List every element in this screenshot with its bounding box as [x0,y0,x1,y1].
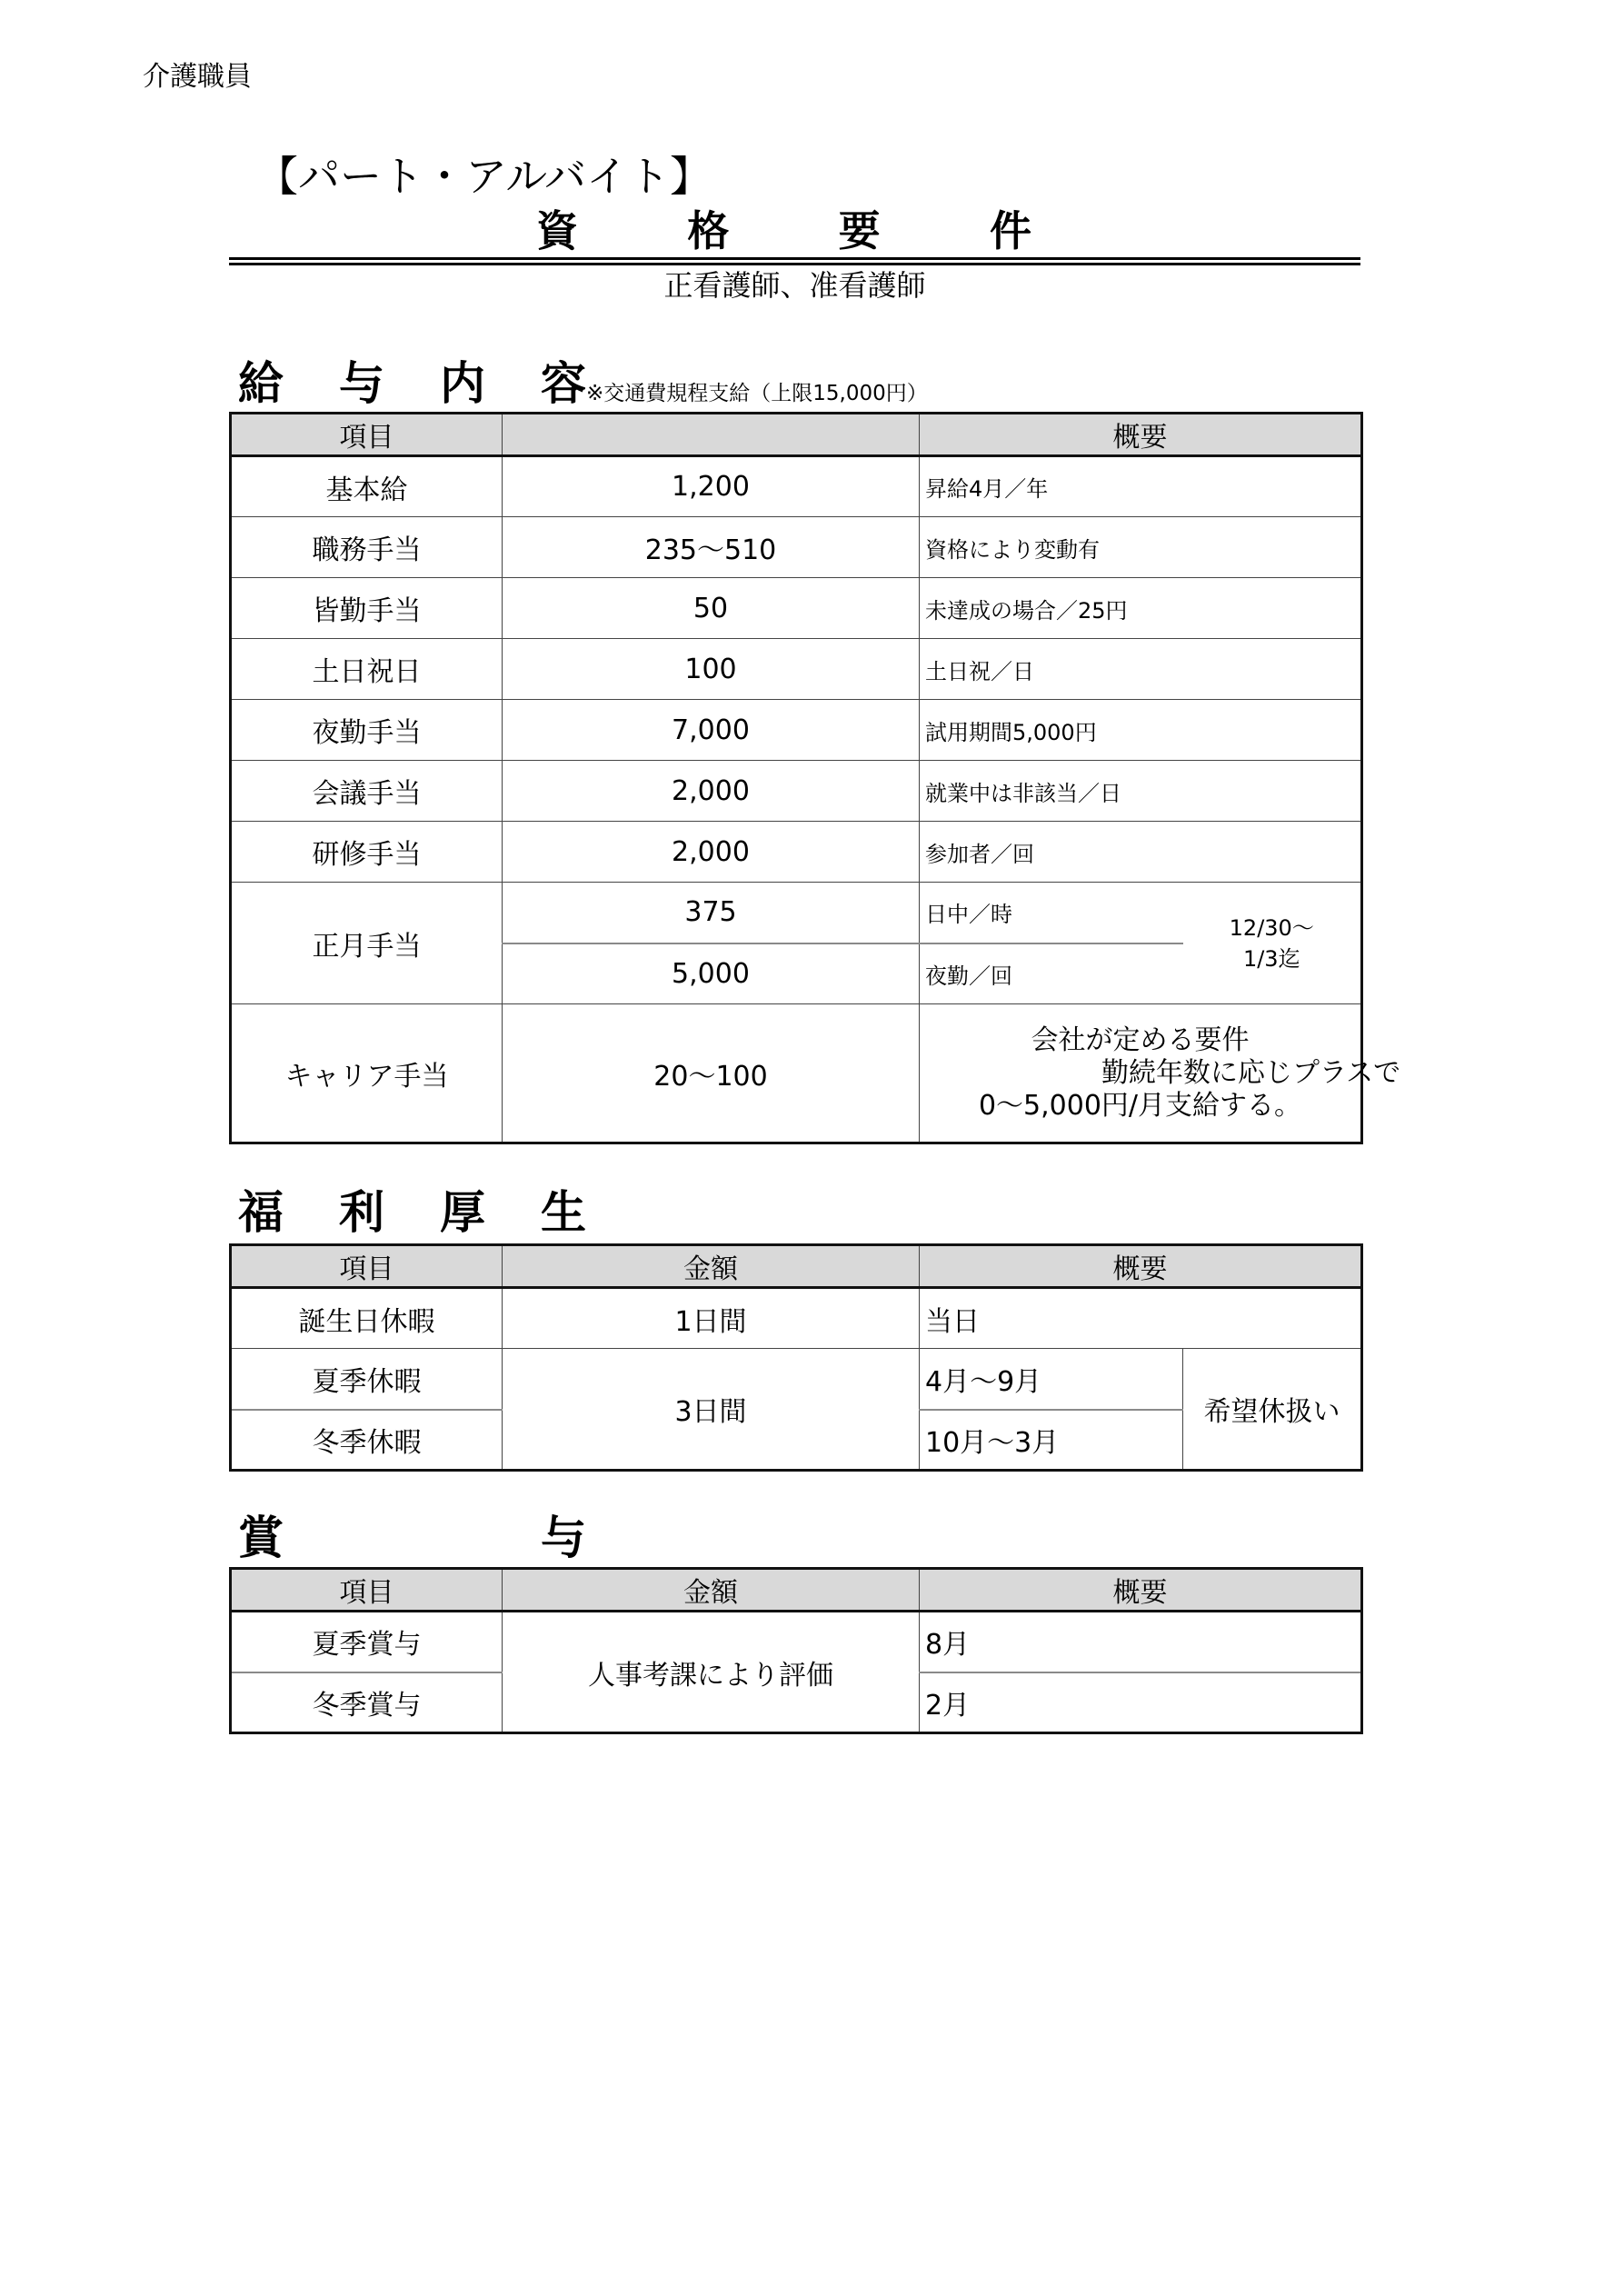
summary-cell: 10月〜3月 [920,1410,1183,1471]
welfare-heading-text [238,1187,586,1238]
career-line-2: 勤続年数に応じプラスで [1101,1056,1401,1089]
table-row-new-year [231,883,1362,943]
column-header-summary: 概要 [920,414,1362,456]
table-header-row [231,1569,1362,1612]
item-cell: 夏季賞与 [231,1612,503,1672]
summary-cell: 8月 [920,1612,1362,1672]
table-row [231,639,1362,700]
column-header-amount: 金額 [503,1569,920,1612]
table-header-row [231,414,1362,456]
career-line-3: 0〜5,000円/月支給する。 [978,1089,1302,1122]
heading-char: 与 [541,1512,586,1564]
title-rule-bottom [229,263,1360,265]
amount-cell: 人事考課により評価 [503,1612,920,1733]
bonus-table [229,1567,1363,1734]
amount-cell: 50 [503,578,920,639]
document-label: 介護職員 [143,61,252,93]
heading-char: 賞 [238,1512,284,1564]
summary-cell: 土日祝／日 [920,639,1362,700]
summary-cell: 昇給4月／年 [920,456,1362,517]
amount-cell: 1日間 [503,1288,920,1349]
amount-cell: 235〜510 [503,517,920,578]
salary-table [229,412,1401,1144]
bonus-heading [238,1512,586,1563]
item-cell: 夜勤手当 [231,700,503,761]
column-header-item: 項目 [231,1245,503,1288]
column-header-summary: 概要 [920,1245,1362,1288]
item-cell: 冬季賞与 [231,1672,503,1733]
item-cell: 夏季休暇 [231,1349,503,1410]
amount-cell: 20〜100 [503,1004,920,1143]
summary-cell: 就業中は非該当／日 [920,761,1362,822]
item-cell: 職務手当 [231,517,503,578]
title-char: 件 [989,206,1031,255]
item-cell: 基本給 [231,456,503,517]
title-rule-top [229,257,1360,260]
title-char: 資 [536,206,578,255]
title-char: 格 [687,206,730,255]
heading-char: 与 [339,357,384,410]
summary-cell: 試用期間5,000円 [920,700,1362,761]
career-line-1: 会社が定める要件 [1031,1023,1250,1056]
column-header-summary: 概要 [920,1569,1362,1612]
heading-char: 内 [440,357,485,410]
item-cell: 研修手当 [231,822,503,883]
table-row [231,456,1362,517]
summary-cell: 当日 [920,1288,1362,1349]
welfare-table [229,1243,1363,1472]
new-year-period-cell [1183,883,1362,1004]
transport-note: ※交通費規程支給（上限15,000円） [586,382,928,405]
column-header-item: 項目 [231,414,503,456]
table-row-career [231,1004,1362,1143]
period-start: 12/30〜 [1229,914,1314,941]
amount-cell: 2,000 [503,761,920,822]
column-header-amount [503,414,920,456]
heading-char: 給 [238,357,284,410]
column-header-item: 項目 [231,1569,503,1612]
table-row [231,1612,1362,1672]
table-row [231,578,1362,639]
table-header-row [231,1245,1362,1288]
summary-cell: 夜勤／回 [920,943,1183,1004]
heading-char: 利 [339,1186,384,1239]
heading-char: 厚 [440,1186,485,1239]
item-cell: キャリア手当 [231,1004,503,1143]
heading-char: 福 [238,1186,284,1239]
salary-heading [238,358,928,409]
amount-cell: 5,000 [503,943,920,1004]
item-cell: 誕生日休暇 [231,1288,503,1349]
summary-cell: 資格により変動有 [920,517,1362,578]
table-row [231,517,1362,578]
amount-cell: 7,000 [503,700,920,761]
heading-char: 容 [541,357,586,410]
amount-cell: 100 [503,639,920,700]
summary-cell [920,1004,1401,1143]
title-char: 要 [838,206,881,255]
leave-type-cell: 希望休扱い [1183,1349,1362,1471]
period-end: 1/3迄 [1242,945,1300,972]
item-cell: 正月手当 [231,883,503,1004]
requirements-title [536,207,1031,255]
summary-cell: 日中／時 [920,883,1183,943]
amount-cell: 375 [503,883,920,943]
item-cell: 皆勤手当 [231,578,503,639]
employment-category: 【パート・アルバイト】 [256,152,712,201]
table-row [231,1349,1362,1410]
bonus-heading-text [238,1512,586,1563]
table-row [231,822,1362,883]
column-header-amount: 金額 [503,1245,920,1288]
table-row [231,1288,1362,1349]
amount-cell: 2,000 [503,822,920,883]
item-cell: 土日祝日 [231,639,503,700]
amount-cell: 1,200 [503,456,920,517]
table-row [231,700,1362,761]
item-cell: 冬季休暇 [231,1410,503,1471]
summary-cell: 未達成の場合／25円 [920,578,1362,639]
salary-heading-text [238,358,586,409]
amount-cell: 3日間 [503,1349,920,1471]
item-cell: 会議手当 [231,761,503,822]
summary-cell: 2月 [920,1672,1362,1733]
summary-cell: 4月〜9月 [920,1349,1183,1410]
table-row [231,761,1362,822]
qualifications: 正看護師、准看護師 [663,268,926,303]
summary-cell: 参加者／回 [920,822,1362,883]
welfare-heading [238,1187,586,1238]
heading-char: 生 [541,1186,586,1239]
